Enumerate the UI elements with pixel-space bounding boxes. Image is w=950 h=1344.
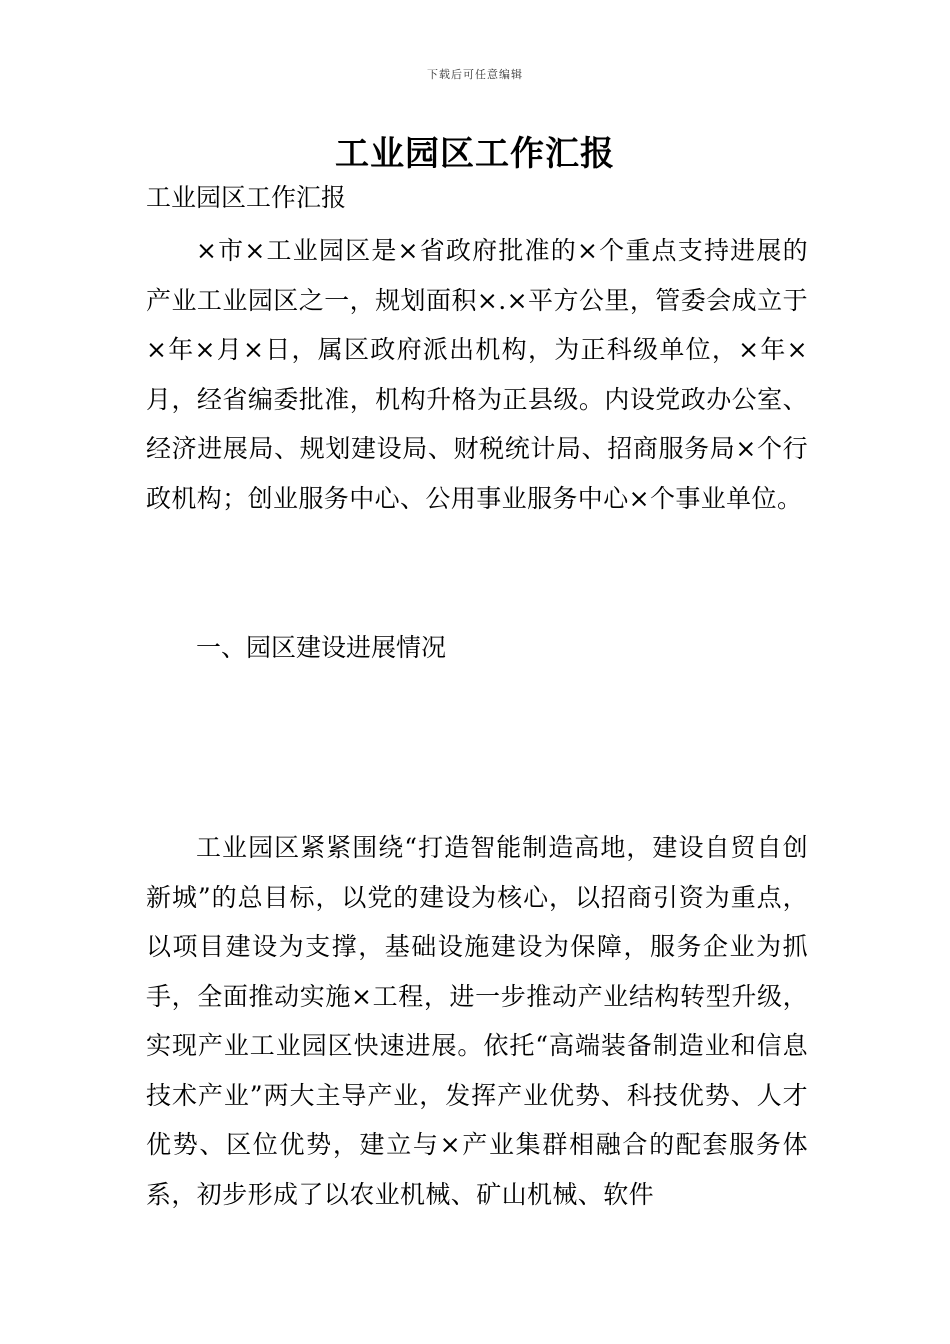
body-paragraph: 工业园区紧紧围绕“打造智能制造高地，建设自贸自创新城”的总目标，以党的建设为核心，以招商引资为重点，以项目建设为支撑，基础设施建设为保障，服务企业为抓手，全面推动实施×工程，进一步推动产业结构转型升级，实现产业工业园区快速进展。依托“高端装备制造业和信息技术产业”两大主导产业，发挥产业优势、科技优势、人才优势、区位优势，建立与×产业集群相融合的配套服务体系，初步形成了以农业机械、矿山机械、软件 [146,833,808,1209]
section-heading: 一、园区建设进展情况 [196,633,447,662]
document-title: 工业园区工作汇报 [335,134,615,174]
document-subtitle: 工业园区工作汇报 [146,183,347,212]
intro-paragraph: ×市×工业园区是×省政府批准的×个重点支持进展的产业工业园区之一，规划面积×.×平方公里，管委会成立于×年×月×日，属区政府派出机构，为正科级单位，×年×月，经省编委批准，机构升格为正县级。内设党政办公室、经济进展局、规划建设局、财税统计局、招商服务局×个行政机构；创业服务中心、公用事业服务中心×个事业单位。 [146,236,808,513]
header-note: 下载后可任意编辑 [427,68,523,81]
